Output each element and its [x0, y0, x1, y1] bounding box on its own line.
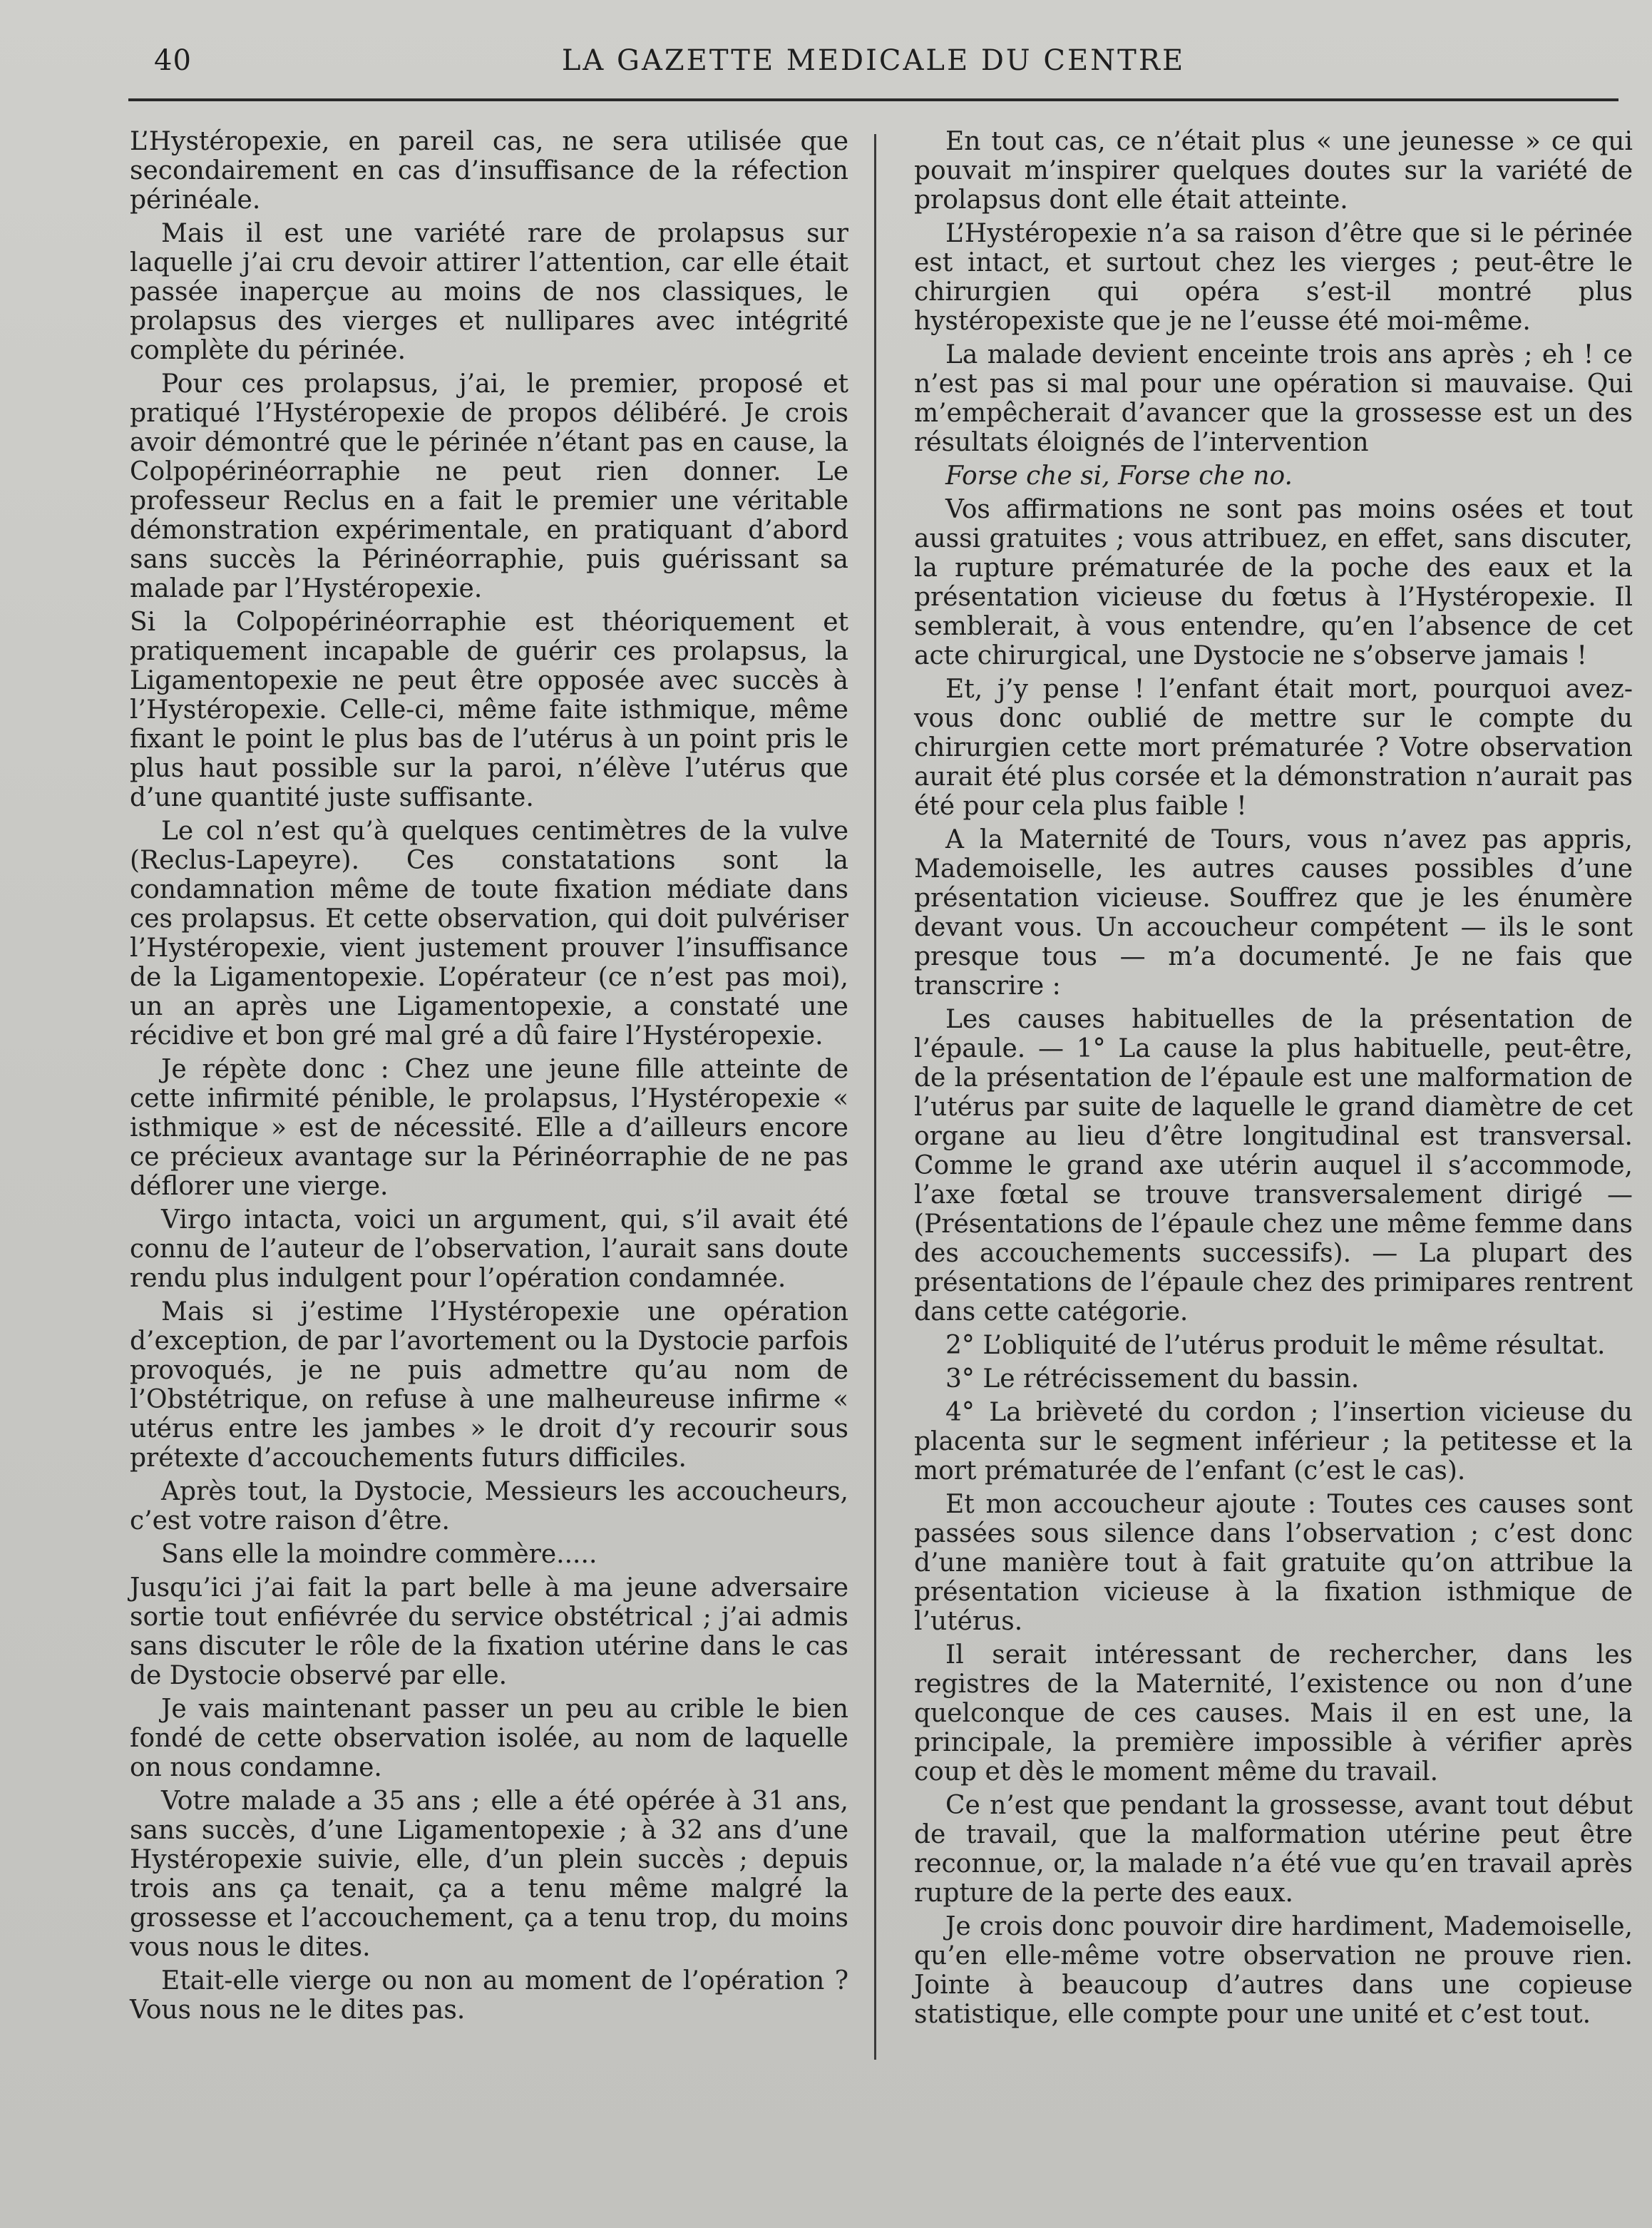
journal-title: LA GAZETTE MEDICALE DU CENTRE — [561, 44, 1186, 77]
paragraph: Ce n’est que pendant la grossesse, avant tout début de travail, que la malformation utérine peut être reconnue, or, la malade n’a été vue qu’en travail après rupture de la perte des eaux. — [914, 1791, 1633, 1908]
paragraph: En tout cas, ce n’était plus « une jeunesse » ce qui pouvait m’inspirer quelques doutes sur la variété de prolapsus dont elle était atteinte. — [914, 127, 1633, 215]
page-number: 40 — [154, 44, 192, 77]
paragraph: Etait-elle vierge ou non au moment de l’opération ? Vous nous ne le dites pas. — [130, 1966, 848, 2025]
paragraph: Il serait intéressant de rechercher, dans les registres de la Maternité, l’existence ou non d’une quelconque de ces causes. Mais il en est une, la principale, la première impossible à vérifier après coup et dès le moment même du travail. — [914, 1640, 1633, 1787]
paragraph: Mais il est une variété rare de prolapsus sur laquelle j’ai cru devoir attirer l’attention, car elle était passée inaperçue au moins de nos classiques, le prolapsus des vierges et nullipares avec intégrité complète du périnée. — [130, 219, 848, 365]
paragraph: L’Hystéropexie n’a sa raison d’être que si le périnée est intact, et surtout chez les vierges ; peut-être le chirurgien qui opéra s’est-il montré plus hystéropexiste que je ne l’eusse été moi-même. — [914, 219, 1633, 336]
paragraph: Et mon accoucheur ajoute : Toutes ces causes sont passées sous silence dans l’observation ; c’est donc d’une manière tout à fait gratuite qu’on attribue la présentation vicieuse à la fixation isthmique de l’utérus. — [914, 1490, 1633, 1636]
paragraph: Virgo intacta, voici un argument, qui, s’il avait été connu de l’auteur de l’observation, l’aurait sans doute rendu plus indulgent pour l’opération condamnée. — [130, 1205, 848, 1293]
paragraph: Mais si j’estime l’Hystéropexie une opération d’exception, de par l’avortement ou la Dystocie parfois provoqués, je ne puis admettre qu’au nom de l’Obstétrique, on refuse à une malheureuse infirme « utérus entre les jambes » le droit d’y recourir sous prétexte d’accouchements futurs difficiles. — [130, 1297, 848, 1473]
paragraph: Le col n’est qu’à quelques centimètres de la vulve (Reclus-Lapeyre). Ces constatations sont la condamnation même de toute fixation médiate dans ces prolapsus. Et cette observation, qui doit pulvériser l’Hystéropexie, vient justement prouver l’insuffisance de la Ligamentopexie. L’opérateur (ce n’est pas moi), un an après une Ligamentopexie, a constaté une récidive et bon gré mal gré a dû faire l’Hystéropexie. — [130, 817, 848, 1051]
paragraph: La malade devient enceinte trois ans après ; eh ! ce n’est pas si mal pour une opération si mauvaise. Qui m’empêcherait d’avancer que la grossesse est un des résultats éloignés de l’intervention — [914, 340, 1633, 457]
column-divider — [874, 134, 876, 2060]
paragraph: Jusqu’ici j’ai fait la part belle à ma jeune adversaire sortie tout enfiévrée du service obstétrical ; j’ai admis sans discuter le rôle de la fixation utérine dans le cas de Dystocie observé par elle. — [130, 1573, 848, 1690]
right-column — [914, 127, 1633, 2033]
paragraph: 4° La brièveté du cordon ; l’insertion vicieuse du placenta sur le segment inférieur ; la petitesse et la mort prématurée de l’enfant (c’est le cas). — [914, 1398, 1633, 1486]
paragraph: A la Maternité de Tours, vous n’avez pas appris, Mademoiselle, les autres causes possibles d’une présentation vicieuse. Souffrez que je les énumère devant vous. Un accoucheur compétent — ils le sont presque tous — m’a documenté. Je ne fais que transcrire : — [914, 825, 1633, 1001]
paragraph: 3° Le rétrécissement du bassin. — [945, 1364, 1360, 1394]
paragraph: Les causes habituelles de la présentation de l’épaule. — 1° La cause la plus habituelle, peut-être, de la présentation de l’épaule est une malformation de l’utérus par suite de laquelle le grand diamètre de cet organe au lieu d’être longitudinal est transversal. Comme le grand axe utérin auquel il s’accommode, l’axe fœtal se trouve transversalement dirigé — (Présentations de l’épaule chez une même femme dans des accouchements successifs). — La plupart des présentations de l’épaule chez des primipares rentrent dans cette catégorie. — [914, 1005, 1633, 1327]
paragraph: L’Hystéropexie, en pareil cas, ne sera utilisée que secondairement en cas d’insuffisance de la réfection périnéale. — [130, 127, 848, 215]
paragraph: Vos affirmations ne sont pas moins osées et tout aussi gratuites ; vous attribuez, en effet, sans discuter, la rupture prématurée de la poche des eaux et la présentation vicieuse du fœtus à l’Hystéropexie. Il semblerait, à vous entendre, qu’en l’absence de cet acte chirurgical, une Dystocie ne s’observe jamais ! — [914, 495, 1633, 670]
left-column — [130, 127, 848, 2029]
paragraph: Et, j’y pense ! l’enfant était mort, pourquoi avez-vous donc oublié de mettre sur le compte du chirurgien cette mort prématurée ? Votre observation aurait été plus corsée et la démonstration n’aurait pas été pour cela plus faible ! — [914, 675, 1633, 821]
paragraph: Pour ces prolapsus, j’ai, le premier, proposé et pratiqué l’Hystéropexie de propos délibéré. Je crois avoir démontré que le périnée n’étant pas en cause, la Colpopérinéorraphie ne peut rien donner. Le professeur Reclus en a fait le premier une véritable démonstration expérimentale, en pratiquant d’abord sans succès la Périnéorraphie, puis guérissant sa malade par l’Hystéropexie. — [130, 369, 848, 603]
header-rule — [128, 98, 1618, 101]
paragraph: Sans elle la moindre commère..... — [161, 1540, 597, 1569]
paragraph: Je crois donc pouvoir dire hardiment, Mademoiselle, qu’en elle-même votre observation ne prouve rien. Jointe à beaucoup d’autres dans une copieuse statistique, elle compte pour une unité et c’est tout. — [914, 1912, 1633, 2029]
paragraph: Après tout, la Dystocie, Messieurs les accoucheurs, c’est votre raison d’être. — [130, 1477, 848, 1535]
paragraph: Je répète donc : Chez une jeune fille atteinte de cette infirmité pénible, le prolapsus, l’Hystéropexie « isthmique » est de nécessité. Elle a d’ailleurs encore ce précieux avantage sur la Périnéorraphie de ne pas déflorer une vierge. — [130, 1055, 848, 1201]
page-header — [128, 44, 1618, 87]
paragraph: Forse che si, Forse che no. — [945, 461, 1293, 491]
paragraph: Votre malade a 35 ans ; elle a été opérée à 31 ans, sans succès, d’une Ligamentopexie ; à 32 ans d’une Hystéropexie suivie, elle, d’un plein succès ; depuis trois ans ça tenait, ça a tenu même malgré la grossesse et l’accouchement, ça a tenu trop, du moins vous nous le dites. — [130, 1787, 848, 1962]
paragraph: Si la Colpopérinéorraphie est théoriquement et pratiquement incapable de guérir ces prolapsus, la Ligamentopexie ne peut être opposée avec succès à l’Hystéropexie. Celle-ci, même faite isthmique, même fixant le point le plus bas de l’utérus à un point pris le plus haut possible sur la paroi, n’élève l’utérus que d’une quantité juste suffisante. — [130, 608, 848, 812]
paragraph: Je vais maintenant passer un peu au crible le bien fondé de cette observation isolée, au nom de laquelle on nous condamne. — [130, 1695, 848, 1782]
paragraph: 2° L’obliquité de l’utérus produit le même résultat. — [945, 1331, 1606, 1360]
